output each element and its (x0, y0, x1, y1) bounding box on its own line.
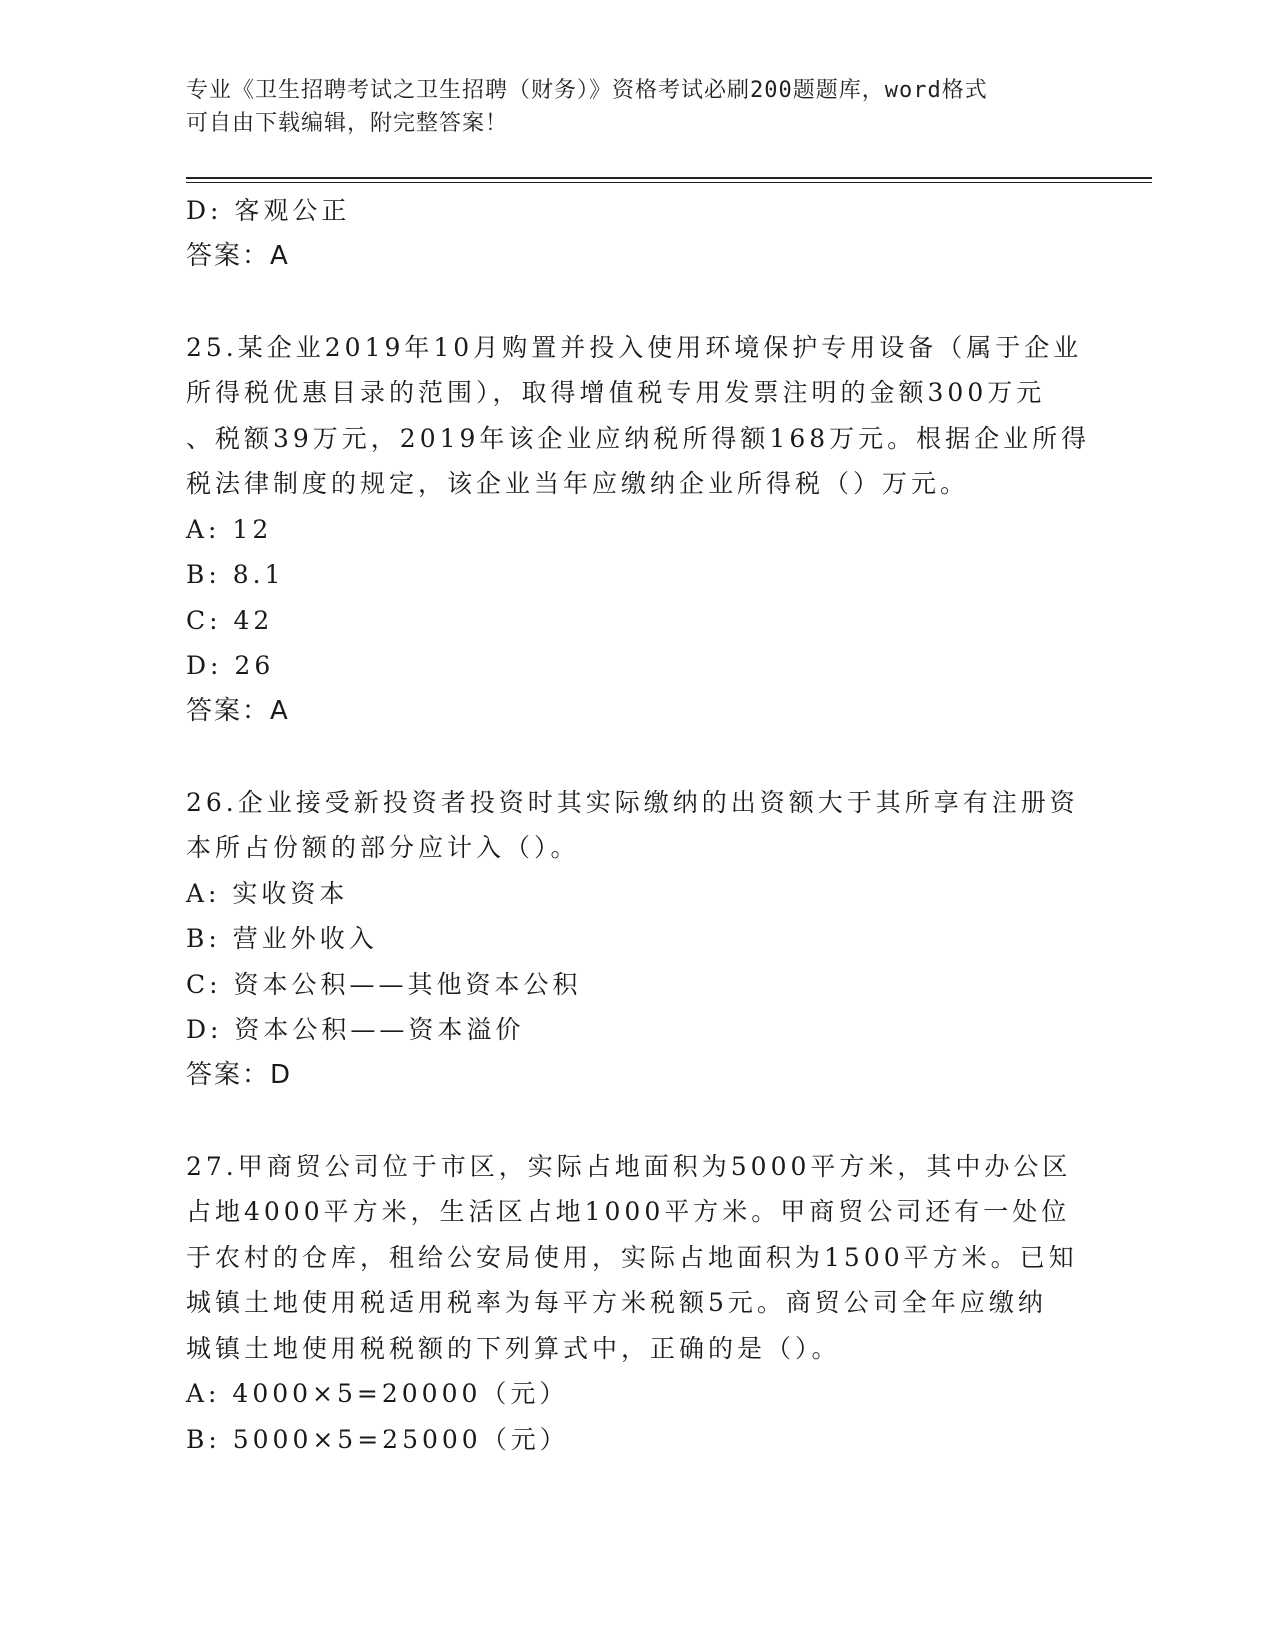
spacer (186, 734, 1086, 780)
prev-answer: 答案：A (186, 240, 290, 271)
question-text-line: 25.某企业2019年10月购置并投入使用环境保护专用设备（属于企业 (186, 332, 1083, 362)
question-27 (186, 1144, 1086, 1463)
option-c: C: 资本公积——其他资本公积 (186, 969, 582, 999)
header-divider (186, 177, 1152, 179)
question-text-line: 税法律制度的规定，该企业当年应缴纳企业所得税（）万元。 (186, 469, 970, 498)
option-a: A: 4000×5=20000（元） (186, 1379, 569, 1408)
option-d: D: 资本公积——资本溢价 (186, 1015, 525, 1044)
option-c: C: 42 (186, 605, 274, 635)
question-text-line: 26.企业接受新投资者投资时其实际缴纳的出资额大于其所享有注册资 (186, 787, 1079, 817)
question-text-line: 城镇土地使用税税额的下列算式中，正确的是（）。 (186, 1333, 841, 1363)
answer: 答案：A (186, 695, 290, 726)
spacer (186, 279, 1086, 325)
question-content (186, 188, 1091, 1462)
question-text-line: 所得税优惠目录的范围），取得增值税专用发票注明的金额300万元 (186, 378, 1046, 407)
header-line-2: 可自由下载编辑，附完整答案！ (186, 111, 509, 136)
question-text-line: 、税额39万元，2019年该企业应纳税所得额168万元。根据企业所得 (186, 423, 1091, 453)
header-line-1: 专业《卫生招聘考试之卫生招聘（财务）》资格考试必刷200题题库，word格式 (186, 78, 988, 103)
option-a: A: 12 (186, 514, 273, 544)
question-25 (186, 325, 1091, 735)
question-text-line: 本所占份额的部分应计入（）。 (186, 833, 580, 862)
document-header (186, 74, 1086, 140)
spacer (186, 1098, 1086, 1144)
question-text-line: 城镇土地使用税适用税率为每平方米税额5元。商贸公司全年应缴纳 (186, 1288, 1047, 1317)
prev-option-d: D: 客观公正 (186, 196, 351, 225)
question-text-line: 于农村的仓库，租给公安局使用，实际占地面积为1500平方米。已知 (186, 1242, 1078, 1272)
option-a: A: 实收资本 (186, 878, 349, 908)
option-b: B: 5000×5=25000（元） (186, 1424, 569, 1454)
header-divider-thin (186, 182, 1152, 183)
option-b: B: 8.1 (186, 560, 285, 589)
option-b: B: 营业外收入 (186, 924, 378, 953)
question-text-line: 占地4000平方米，生活区占地1000平方米。甲商贸公司还有一处位 (186, 1197, 1071, 1226)
question-26 (186, 780, 1086, 1099)
answer: 答案：D (186, 1059, 293, 1090)
question-text-line: 27.甲商贸公司位于市区，实际占地面积为5000平方米，其中办公区 (186, 1151, 1072, 1181)
option-d: D: 26 (186, 651, 275, 680)
